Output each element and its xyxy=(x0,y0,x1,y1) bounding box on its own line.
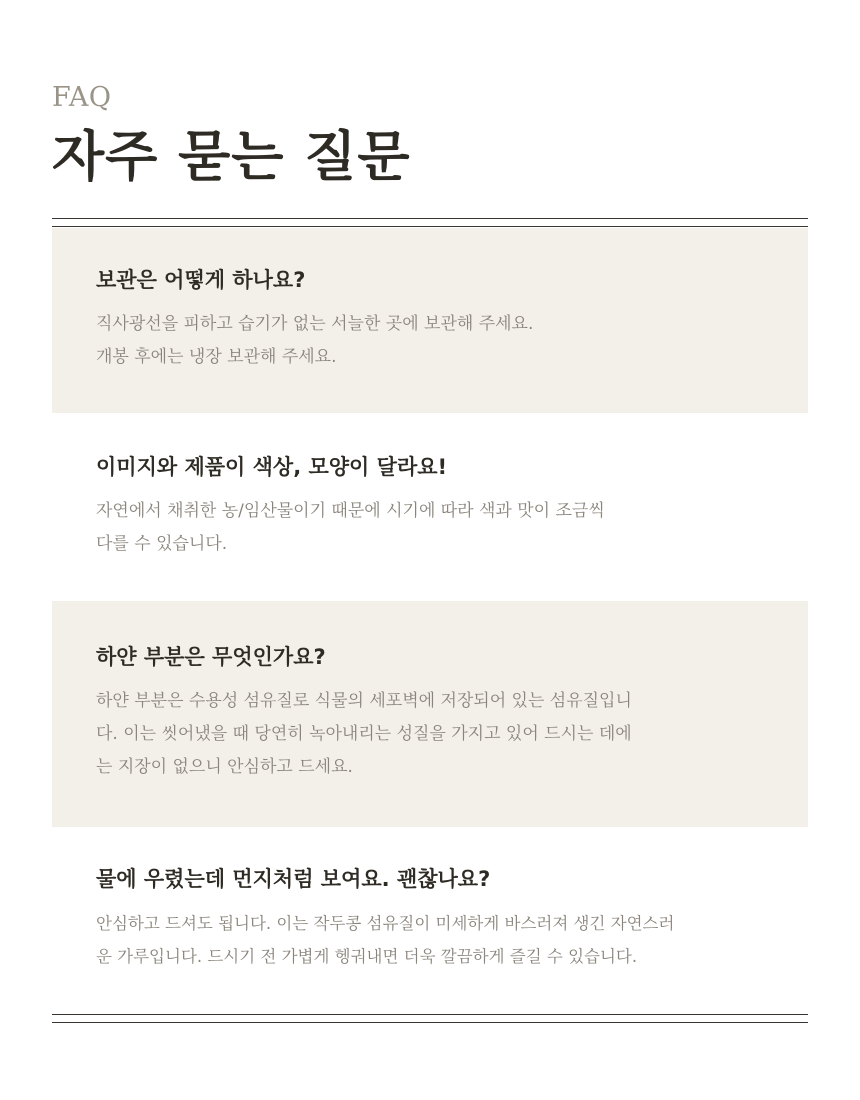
page-title: 자주 묻는 질문 xyxy=(52,124,411,188)
bottom-divider xyxy=(52,1014,808,1023)
faq-question: 보관은 어떻게 하나요? xyxy=(96,268,306,292)
faq-answer: 자연에서 채취한 농/임산물이기 때문에 시기에 따라 색과 맛이 조금씩 다를 수 있습니다. xyxy=(96,501,605,554)
top-divider xyxy=(52,218,808,227)
faq-answer: 하얀 부분은 수용성 섬유질로 식물의 세포벽에 저장되어 있는 섬유질입니 다. 이는 씻어냈을 때 당연히 녹아내리는 성질을 가지고 있어 드시는 데에 는 지장이 없으니 안심하고 드세요. xyxy=(96,691,632,777)
faq-item-dust xyxy=(52,827,808,1013)
faq-item-appearance xyxy=(52,413,808,601)
faq-answer: 직사광선을 피하고 습기가 없는 서늘한 곳에 보관해 주세요. 개봉 후에는 냉장 보관해 주세요. xyxy=(96,314,534,367)
faq-question: 하얀 부분은 무엇인가요? xyxy=(96,645,326,669)
faq-question: 이미지와 제품이 색상, 모양이 달라요! xyxy=(96,455,448,479)
faq-question: 물에 우렸는데 먼지처럼 보여요. 괜찮나요? xyxy=(96,867,491,891)
faq-item-storage xyxy=(52,228,808,413)
faq-item-white-part xyxy=(52,601,808,827)
faq-eyebrow: FAQ xyxy=(52,82,112,113)
faq-answer: 안심하고 드셔도 됩니다. 이는 작두콩 섬유질이 미세하게 바스러져 생긴 자연스러 운 가루입니다. 드시기 전 가볍게 헹궈내면 더욱 깔끔하게 즐길 수 있습니다. xyxy=(96,914,675,966)
